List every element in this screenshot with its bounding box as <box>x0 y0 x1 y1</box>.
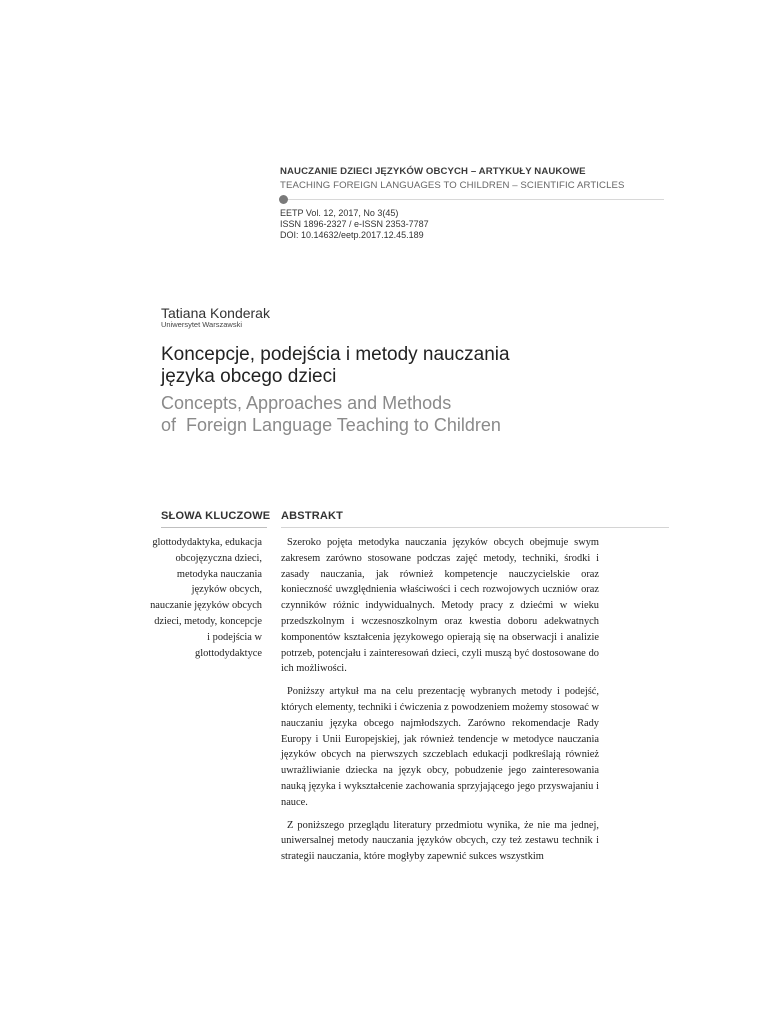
keywords-text: glottodydaktyka, edukacja obcojęzyczna dzieci, metodyka nauczania języków obcych, nauczanie języków obcych dzieci, metody, koncepcje i podejścia w glottodydaktyce <box>150 537 262 659</box>
keywords-heading: SŁOWA KLUCZOWE <box>161 510 271 522</box>
journal-doi: DOI: 10.14632/eetp.2017.12.45.189 <box>280 230 424 240</box>
title-en-line-1: Concepts, Approaches and Methods <box>161 393 452 413</box>
header-divider <box>284 199 664 200</box>
keywords-divider <box>161 527 267 528</box>
title-pl-line-2: języka obcego dzieci <box>161 366 337 387</box>
abstract-body <box>281 535 599 872</box>
abstract-paragraph: Szeroko pojęta metodyka nauczania języków obcych obejmuje swym zakresem zarówno stosowane podczas zajęć metody, techniki, środki i zasady nauczania, jak również kompetencje nauczycielskie oraz konieczność uwzględnienia właściwości i cech rozwojowych uczniów oraz czynników różnic indywidualnych. Metody pracy z dziećmi w wieku przedszkolnym i wczesnoszkolnym oraz kwestia doboru adekwatnych komponentów kształcenia językowego opierają się na obserwacji i analizie potrzeb, potencjału i zainteresowań dzieci, czyli muszą być dostosowane do ich możliwości. <box>281 537 599 675</box>
author-name: Tatiana Konderak <box>161 305 270 321</box>
article-title-en <box>161 392 501 436</box>
journal-series-pl: NAUCZANIE DZIECI JĘZYKÓW OBCYCH – ARTYKUŁY NAUKOWE <box>280 166 586 177</box>
title-en-line-2: of Foreign Language Teaching to Children <box>161 415 501 435</box>
journal-volume: EETP Vol. 12, 2017, No 3(45) <box>280 208 399 218</box>
journal-series-en: TEACHING FOREIGN LANGUAGES TO CHILDREN – SCIENTIFIC ARTICLES <box>280 180 625 191</box>
article-title-pl <box>161 344 510 388</box>
author-affiliation: Uniwersytet Warszawski <box>161 320 242 329</box>
abstract-paragraph: Poniższy artykuł ma na celu prezentację wybranych metody i podejść, których elementy, techniki i ćwiczenia z powodzeniem możemy stosować w nauczaniu języka obcego najmłodszych. Zarówno rekomendacje Rady Europy i Unii Europejskiej, jak również tendencje w metodyce nauczania języków obcych na pierwszych szczeblach edukacji podkreślają również uwrażliwianie dziecka na język obcy, pobudzenie jego zainteresowania nauką języka i wykształcenie zachowania sprzyjającego jego przyswajaniu i nauce. <box>281 686 599 808</box>
abstract-heading: ABSTRAKT <box>281 510 344 522</box>
bullet-dot-icon <box>279 195 288 204</box>
journal-issn: ISSN 1896-2327 / e-ISSN 2353-7787 <box>280 219 429 229</box>
abstract-divider <box>281 527 669 528</box>
title-pl-line-1: Koncepcje, podejścia i metody nauczania <box>161 344 510 365</box>
abstract-paragraph: Z poniższego przeglądu literatury przedmiotu wynika, że nie ma jednej, uniwersalnej metody nauczania języków obcych, czy też zestawu technik i strategii nauczania, które mogłyby zapewnić sukces wszystkim <box>281 819 599 863</box>
